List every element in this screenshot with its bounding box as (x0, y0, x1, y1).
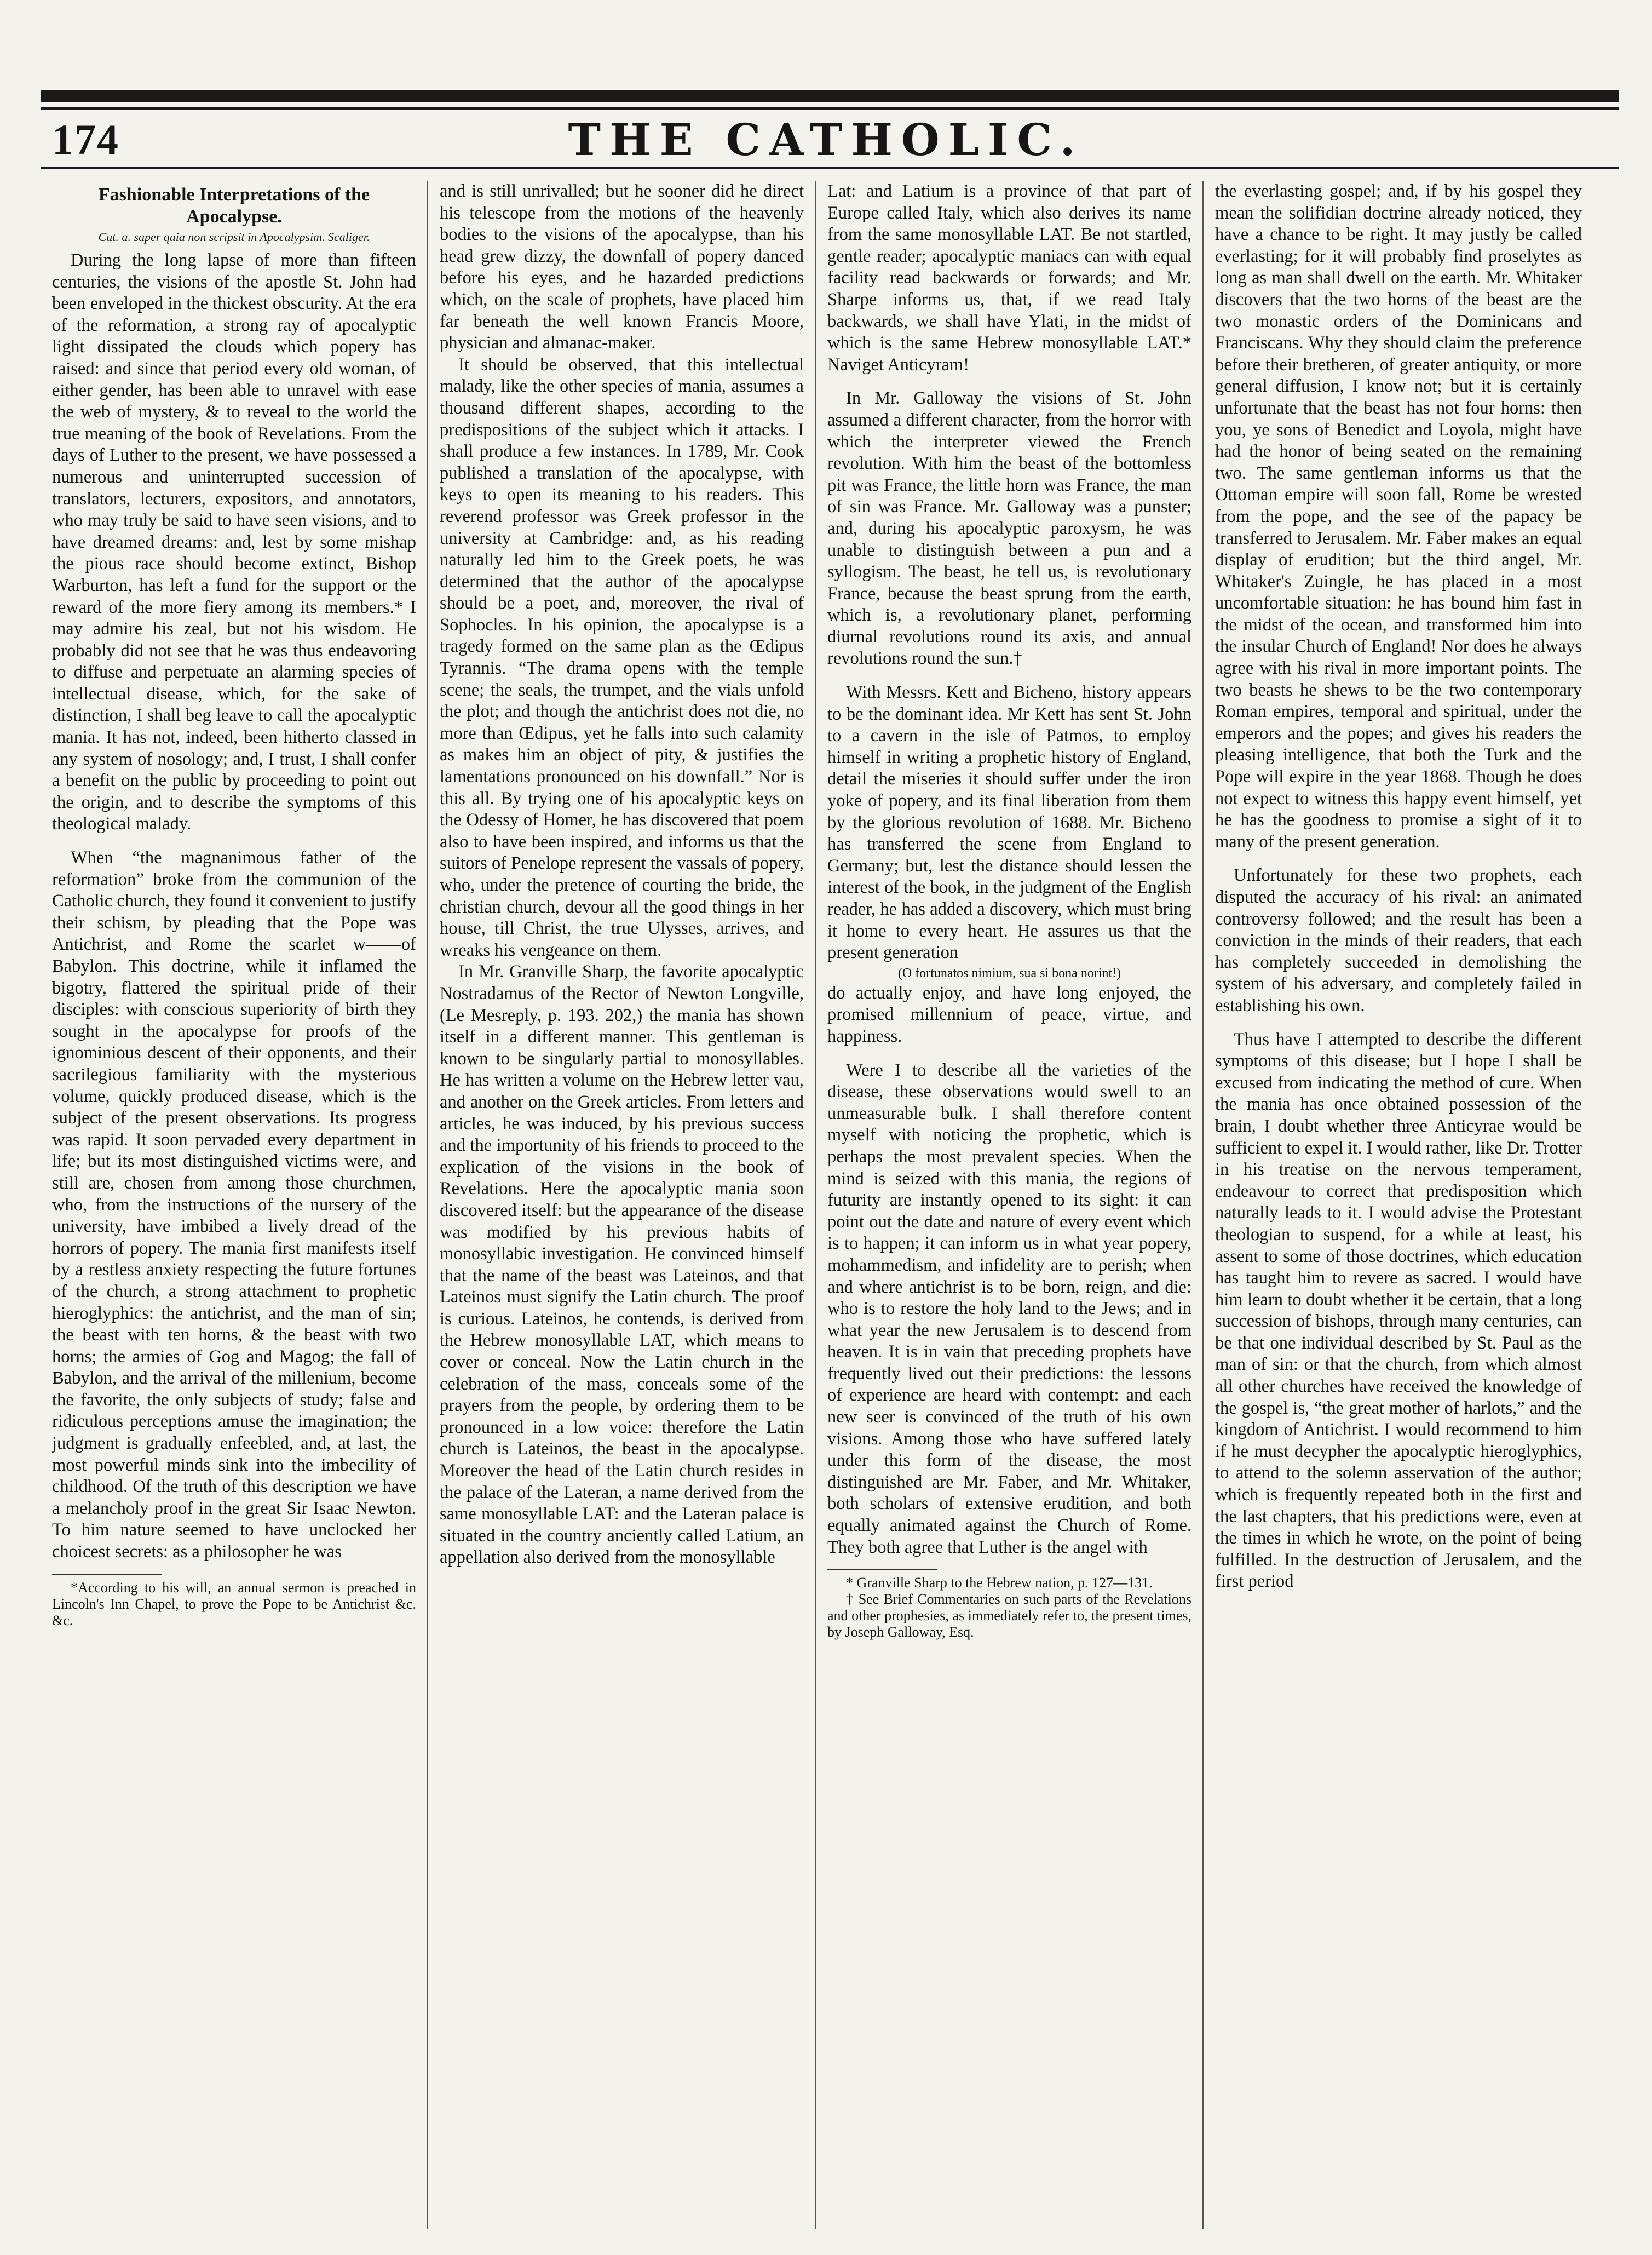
paragraph: It should be observed, that this intellectual malady, like the other species of mania, assumes a thousand different shapes, according to the predispositions of the subject which it attacks. I shall produce a few instances. In 1789, Mr. Cook published a translation of the apocalypse, with keys to open its meaning to his readers. This reverend professor was Greek professor in the university at Cambridge: and, as his reading naturally led him to the Greek poets, he was determined that the author of the apocalypse should be a poet, and, moreover, the rival of Sophocles. In his opinion, the apocalypse is a tragedy formed on the same plan as the Œdipus Tyrannis. “The drama opens with the temple scene; the seals, the trumpet, and the vials unfold the plot; and though the antichrist does not die, no more than Œdipus, yet he falls into such calamity as makes him an object of pity, & justifies the lamentations pronounced on his downfall.” Nor is this all. By trying one of his apocalyptic keys on the Odessy of Homer, he has discovered that poem also to have been inspired, and informs us that the suitors of Penelope represent the vassals of popery, who, under the pretence of courting the bride, the christian church, devour all the good things in her house, till Christ, the true Ulysses, arrives, and wreaks his vengeance on them. (440, 354, 804, 960)
latin-quote: (O fortunatos nimium, sua si bona norint!) (897, 966, 1121, 980)
paragraph: In Mr. Galloway the visions of St. John assumed a different character, from the horror with which the interpreter viewed the French revolution. With him the beast of the bottomless pit was France, the little horn was France, the man of sin was France. Mr. Galloway was a punster; and, during his apocalyptic paroxysm, he was unable to distinguish between a pun and a syllogism. The beast, he tell us, is revolutionary France, because the beast sprung from the earth, which is, a revolutionary planet, performing diurnal revolutions round its axis, and annual revolutions round the sun.† (827, 388, 1191, 669)
paragraph: do actually enjoy, and have long enjoyed, the promised millennium of peace, virtue, and happiness. (827, 983, 1191, 1046)
column-divider (427, 181, 428, 2229)
page-number: 174 (52, 116, 119, 163)
article-title: Fashionable Interpretations of the Apocalypse. (98, 185, 370, 227)
column-3 (827, 181, 1191, 2218)
paragraph: Were I to describe all the varieties of the disease, these observations would swell to an unmeasurable bulk. I shall therefore content myself with noticing the prophetic, which is perhaps the most prevalent species. When the mind is seized with this mania, the regions of futurity are instantly opened to its sight: it can point out the date and nature of every event which is to happen; it can inform us in what year popery, mohammedism, and infidelity are to perish; when and where antichrist is to be born, reign, and die: who is to restore the holy land to the Jews; and in what year the new Jerusalem is to descend from heaven. It is in vain that preceding prophets have frequently lived out their predictions: the lessons of experience are heard with contempt: and each new seer is convinced of the truth of his own visions. Among those who have suffered lately under this form of the disease, the most distinguished are Mr. Faber, and Mr. Whitaker, both scholars of extensive erudition, and both equally animated against the Church of Rome. They both agree that Luther is the angel with (827, 1060, 1191, 1557)
paragraph: With Messrs. Kett and Bicheno, history appears to be the dominant idea. Mr Kett has sent St. John to a cavern in the isle of Patmos, to employ himself in writing a prophetic history of England, detail the miseries it should suffer under the iron yoke of popery, and its final liberation from them by the glorious revolution of 1688. Mr. Bicheno has transferred the scene from England to Germany; but, lest the distance should lessen the interest of the book, in the judgment of the English reader, he has added a discovery, which must bring it home to every heart. He assures us that the present generation (827, 682, 1191, 963)
top-rule-thick (41, 90, 1619, 102)
footnote: *According to his will, an annual sermon is preached in Lincoln's Inn Chapel, to prove the Pope to be Antichrist &c. &c. (52, 1579, 416, 1628)
paragraph: and is still unrivalled; but he sooner did he direct his telescope from the motions of the heavenly bodies to the visions of the apocalypse, than his head grew dizzy, the downfall of popery danced before his eyes, and he hazarded predictions which, on the scale of prophets, have placed him far beneath the well known Francis Moore, physician and almanac-maker. (440, 181, 804, 353)
top-rule-thin (41, 107, 1619, 110)
column-1 (52, 181, 416, 2218)
footnote-rule (52, 1574, 162, 1575)
header-rule (41, 167, 1619, 169)
column-4 (1215, 181, 1582, 2218)
column-2 (440, 181, 804, 2218)
footnote: † See Brief Commentaries on such parts of the Revelations and other prophesies, as immediately refer to, the present times, by Joseph Galloway, Esq. (827, 1591, 1191, 1640)
paragraph: In Mr. Granville Sharp, the favorite apocalyptic Nostradamus of the Rector of Newton Longville, (Le Mesreply, p. 193. 202,) the mania has shown itself in a different manner. This gentleman is known to be singularly partial to monosyllables. He has written a volume on the Hebrew letter vau, and another on the Greek articles. From letters and articles, he was induced, by his previous success and the importunity of his friends to proceed to the explication of the visions in the book of Revelations. Here the apocalyptic mania soon discovered itself: but the appearance of the disease was modified by his previous habits of monosyllabic investigation. He convinced himself that the name of the beast was Lateinos, and that Lateinos must signify the Latin church. The proof is curious. Lateinos, he contends, is derived from the Hebrew monosyllable LAT, which means to cover or conceal. Now the Latin church in the celebration of the mass, conceals some of the prayers from the people, by ordering them to be pronounced in a low voice: therefore the Latin church is Lateinos, the beast in the apocalypse. Moreover the head of the Latin church resides in the palace of the Lateran, a name derived from the same monosyllable LAT: and the Lateran palace is situated in the country anciently called Latium, an appellation also derived from the monosyllable (440, 962, 804, 1568)
article-motto: Cut. a. saper quia non scripsit in Apocalypsim. Scaliger. (98, 230, 370, 244)
paragraph: Lat: and Latium is a province of that part of Europe called Italy, which also derives its name from the same monosyllable LAT. Be not startled, gentle reader; apocalyptic maniacs can with equal facility read backwards or forwards; and Mr. Sharpe informs us, that, if we read Italy backwards, we shall have Ylati, in the midst of which is the same Hebrew monosyllable LAT.* Naviget Anticyram! (827, 181, 1191, 375)
paragraph: When “the magnanimous father of the reformation” broke from the communion of the Catholic church, they found it convenient to justify their schism, by pleading that the Pope was Antichrist, and Rome the scarlet w——of Babylon. This doctrine, while it inflamed the bigotry, flattered the spiritual pride of their disciples: with conscious superiority of birth they sought in the apocalypse for proofs of the ignominious descent of their opponents, and their sacrilegious familiarity with the mysterious volume, quickly produced disease, which is the subject of the present observations. Its progress was rapid. It soon pervaded every department in life; but its most distinguished victims were, and still are, chosen from among those churchmen, who, from the instructions of the nursery of the university, have imbibed a lively dread of the horrors of popery. The mania first manifests itself by a restless anxiety respecting the future fortunes of the church, a strong attachment to prophetic hieroglyphics: the antichrist, and the man of sin; the beast with ten horns, & the beast with two horns; the armies of Gog and Magog; the fall of Babylon, and the arrival of the millenium, become the favorite, the only subjects of study; false and ridiculous perceptions amuse the imagination; the judgment is gradually enfeebled, and, at last, the most powerful minds sink into the imbecility of childhood. Of the truth of this description we have a melancholy proof in the great Sir Isaac Newton. To him nature seemed to have unclocked her choicest secrets: as a philosopher he was (52, 848, 416, 1562)
paragraph: Unfortunately for these two prophets, each disputed the accuracy of his rival: an animated controversy followed; and the result has been a conviction in the minds of their readers, that each has completely succeeded in demolishing the system of his adversary, and completely failed in establishing his own. (1215, 865, 1582, 1015)
footnote-rule (827, 1569, 937, 1570)
paragraph: Thus have I attempted to describe the different symptoms of this disease; but I hope I shall be excused from indicating the method of cure. When the mania has once obtained possession of the brain, I doubt whether three Anticyrae would be sufficient to expel it. I would rather, like Dr. Trotter in his treatise on the nervous temperament, endeavour to correct that predisposition which naturally leads to it. I would advise the Protestant theologian to suspend, for a while at least, his assent to some of those doctrines, which education has taught him to revere as sacred. I would have him learn to doubt whether it be certain, that a long succession of bishops, through many centuries, can be that one individual described by St. Paul as the man of sin: or that the church, from which almost all other churches have received the knowledge of the gospel is, “the great mother of harlots,” and the kingdom of Antichrist. I would recommend to him if he must decypher the apocalyptic hieroglyphics, to attend to the solemn asservation of the author; which is frequently repeated both in the first and the last chapters, that his predictions were, even at the times in which he wrote, on the point of being fulfilled. In the destruction of Jerusalem, and the first period (1215, 1029, 1582, 1592)
column-divider (815, 181, 816, 2229)
footnote: * Granville Sharp to the Hebrew nation, p. 127—131. (846, 1575, 1153, 1591)
column-divider (1202, 181, 1204, 2229)
masthead-title: THE CATHOLIC. (568, 114, 1084, 165)
paragraph: the everlasting gospel; and, if by his gospel they mean the solifidian doctrine already noticed, they have a chance to be right. It may justly be called everlasting; for it will probably find proselytes as long as man shall dwell on the earth. Mr. Whitaker discovers that the two horns of the beast are the two monastic orders of the Dominicans and Franciscans. Why they should claim the preference before their bretheren, of greater antiquity, or more general diffusion, I know not; but it is certainly unfortunate that the beast has not four horns: then you, ye sons of Benedict and Loyola, might have had the honor of being seated on the remaining two. The same gentleman informs us that the Ottoman empire will soon fall, Rome be wrested from the pope, and the see of the papacy be transferred to Jerusalem. Mr. Faber makes an equal display of erudition; but the third angel, Mr. Whitaker's Zuingle, he has placed in a most uncomfortable situation: he has bound him fast in the midst of the ocean, and transformed him into the insular Church of England! Nor does he always agree with his rival in more important points. The two beasts he shews to be the two contemporary Roman empires, temporal and spiritual, under the emperors and the popes; and gives his readers the pleasing intelligence, that both the Turk and the Pope will expire in the year 1868. Though he does not expect to witness this happy event himself, yet he has the goodness to promise a sight of it to many of the present generation. (1215, 181, 1582, 852)
paragraph: During the long lapse of more than fifteen centuries, the visions of the apostle St. John had been enveloped in the thickest obscurity. At the era of the reformation, a strong ray of apocalyptic light dissipated the clouds which popery has raised: and since that period every old woman, of either gender, has been able to unravel with ease the web of mystery, & to reveal to the world the true meaning of the book of Revelations. From the days of Luther to the present, we have possessed a numerous and uninterrupted succession of translators, lecturers, expositors, and annotators, who may truly be said to have seen visions, and to have dreamed dreams: and, lest by some mishap the pious race should become extinct, Bishop Warburton, has left a fund for the support or the reward of the more fiery among its members.* I may admire his zeal, but not his wisdom. He probably did not see that he was thus endeavoring to diffuse and perpetuate an alarming species of intellectual disease, which, for the sake of distinction, I shall beg leave to call the apocalyptic mania. It has not, indeed, been hitherto classed in any system of nosology; and, I trust, I shall confer a benefit on the public by proceeding to point out the origin, and to describe the symptoms of this theological malady. (52, 250, 416, 834)
